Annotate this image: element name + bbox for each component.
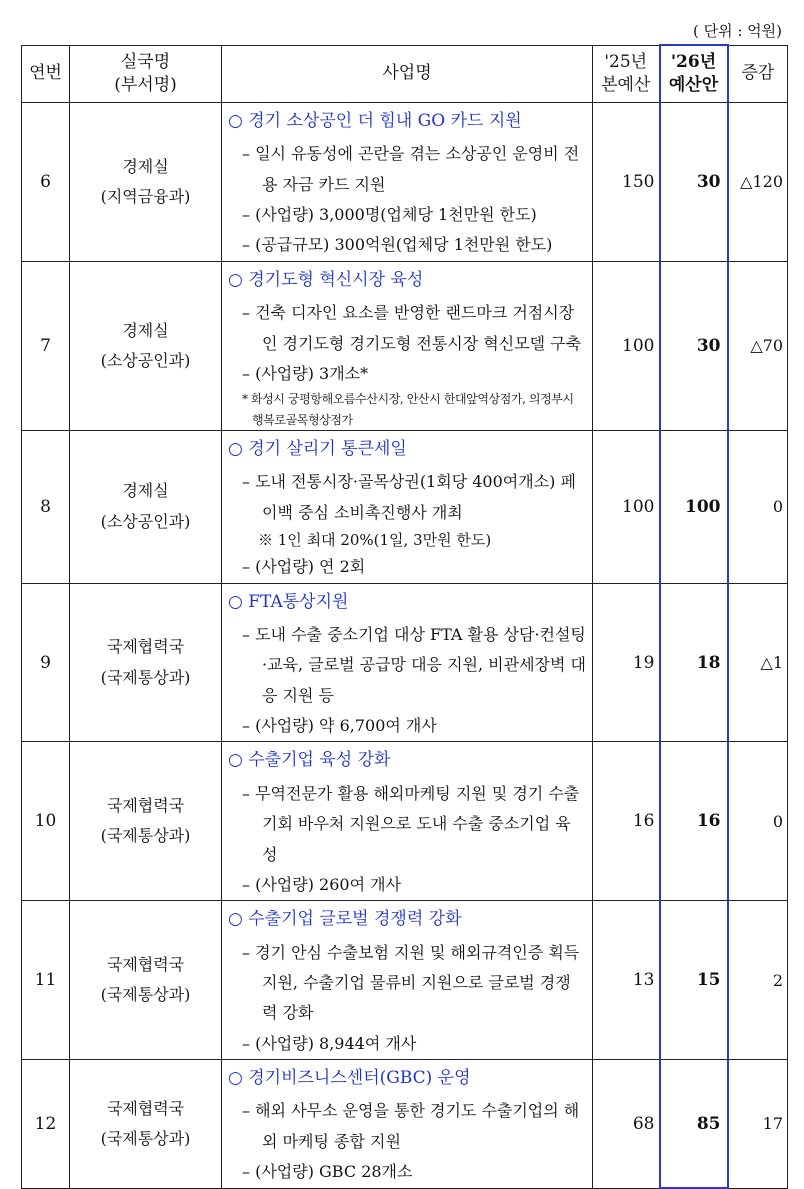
biz-line: – 건축 디자인 요소를 반영한 랜드마크 거점시장인 경기도형 경기도형 전통시장 혁신모델 구축 [242,303,582,353]
dept-cell [70,431,222,583]
cur-budget: 30 [660,103,728,262]
prev-budget: 13 [593,901,660,1060]
dept-cell [70,901,222,1060]
biz-line: – (사업량) 8,944여 개사 [242,1033,417,1053]
row-number: 10 [22,742,70,901]
biz-line: – (사업량) 3,000명(업체당 1천만원 한도) [242,205,537,225]
budget-change: 0 [728,431,788,583]
biz-line: – (사업량) 연 2회 [242,557,366,577]
biz-note: ※ 1인 최대 20%(1일, 3만원 한도) [258,531,492,550]
header-no: 연번 [22,45,70,103]
unit-label: ( 단위 : 억원) [692,22,782,40]
biz-cell [222,431,593,583]
biz-title: ○ 수출기업 글로벌 경쟁력 강화 [228,909,462,930]
dept-sub: (국제통상과) [100,985,191,1005]
dept-name: 경제실 [122,320,169,340]
header-prev-budget: '25년 본예산 [593,45,660,103]
budget-change: 0 [728,742,788,901]
biz-line: – (사업량) 약 6,700여 개사 [242,716,437,736]
budget-change: △120 [728,103,788,262]
budget-change: △70 [728,261,788,430]
biz-cell [222,901,593,1060]
biz-cell [222,103,593,262]
row-number: 12 [22,1060,70,1188]
row-number: 6 [22,103,70,262]
dept-name: 국제협력국 [106,795,185,815]
budget-change: 17 [728,1060,788,1188]
dept-cell [70,103,222,262]
cur-budget: 15 [660,901,728,1060]
dept-name: 국제협력국 [106,954,185,974]
table-row [22,583,788,742]
biz-line: – 도내 수출 중소기업 대상 FTA 활용 상담·컨설팅·교육, 글로벌 공급망 대응 지원, 비관세장벽 대응 지원 등 [242,624,586,705]
cur-budget: 30 [660,261,728,430]
dept-name: 국제협력국 [106,1098,185,1118]
biz-title: ○ 경기 소상공인 더 힘내 GO 카드 지원 [228,111,522,131]
budget-change: 2 [728,901,788,1060]
dept-cell [70,261,222,430]
dept-sub: (지역금융과) [100,186,191,206]
dept-sub: (소상공인과) [100,350,191,370]
biz-line: – (사업량) GBC 28개소 [242,1162,413,1182]
table-row [22,103,788,262]
dept-sub: (국제통상과) [100,826,191,846]
dept-sub: (소상공인과) [100,511,191,531]
biz-note: * 화성시 궁평항해오름수산시장, 안산시 한대앞역상점가, 의정부시 행복로골목형상점가 [242,392,574,427]
biz-cell [222,742,593,901]
dept-name: 경제실 [122,481,169,501]
table-row [22,261,788,430]
cur-budget: 85 [660,1060,728,1188]
dept-cell [70,583,222,742]
biz-line: – 해외 사무소 운영을 통한 경기도 수출기업의 해외 마케팅 종합 지원 [242,1101,580,1151]
biz-cell [222,261,593,430]
biz-title: ○ 수출기업 육성 강화 [228,750,391,771]
dept-cell [70,1060,222,1188]
budget-table [21,44,788,1189]
header-cur-budget: '26년 예산안 [660,45,728,103]
prev-budget: 19 [593,583,660,742]
header-biz: 사업명 [222,45,593,103]
row-number: 7 [22,261,70,430]
biz-line: – (공급규모) 300억원(업체당 1천만원 한도) [242,235,553,255]
biz-line: – 일시 유동성에 곤란을 겪는 소상공인 운영비 전용 자금 카드 지원 [242,144,580,194]
biz-line: – (사업량) 260여 개사 [242,874,402,894]
biz-cell [222,1060,593,1188]
row-number: 9 [22,583,70,742]
header-change: 증감 [728,45,788,103]
biz-title: ○ 경기비즈니스센터(GBC) 운영 [228,1068,471,1089]
biz-title: ○ 경기도형 혁신시장 육성 [228,269,424,290]
row-number: 11 [22,901,70,1060]
table-row [22,431,788,583]
dept-name: 경제실 [122,156,169,176]
prev-budget: 100 [593,261,660,430]
dept-sub: (국제통상과) [100,667,191,687]
prev-budget: 16 [593,742,660,901]
cur-budget: 18 [660,583,728,742]
table-row [22,1060,788,1188]
cur-budget: 16 [660,742,728,901]
biz-title: ○ 경기 살리기 통큰세일 [228,439,407,460]
cur-budget: 100 [660,431,728,583]
biz-cell [222,583,593,742]
dept-name: 국제협력국 [106,637,185,657]
dept-sub: (국제통상과) [100,1128,191,1148]
header-row [22,45,788,103]
table-row [22,901,788,1060]
row-number: 8 [22,431,70,583]
biz-line: – 무역전문가 활용 해외마케팅 지원 및 경기 수출기회 바우처 지원으로 도내 수출 중소기업 육성 [242,783,580,864]
dept-cell [70,742,222,901]
biz-title: ○ FTA통상지원 [228,591,349,612]
table-row [22,742,788,901]
prev-budget: 100 [593,431,660,583]
prev-budget: 68 [593,1060,660,1188]
prev-budget: 150 [593,103,660,262]
budget-change: △1 [728,583,788,742]
biz-line: – (사업량) 3개소* [242,363,369,383]
header-dept: 실국명 (부서명) [70,45,222,103]
biz-line: – 도내 전통시장·골목상권(1회당 400여개소) 페이백 중심 소비촉진행사 개최 [242,472,576,522]
biz-line: – 경기 안심 수출보험 지원 및 해외규격인증 획득 지원, 수출기업 물류비 지원으로 글로벌 경쟁력 강화 [242,942,580,1023]
